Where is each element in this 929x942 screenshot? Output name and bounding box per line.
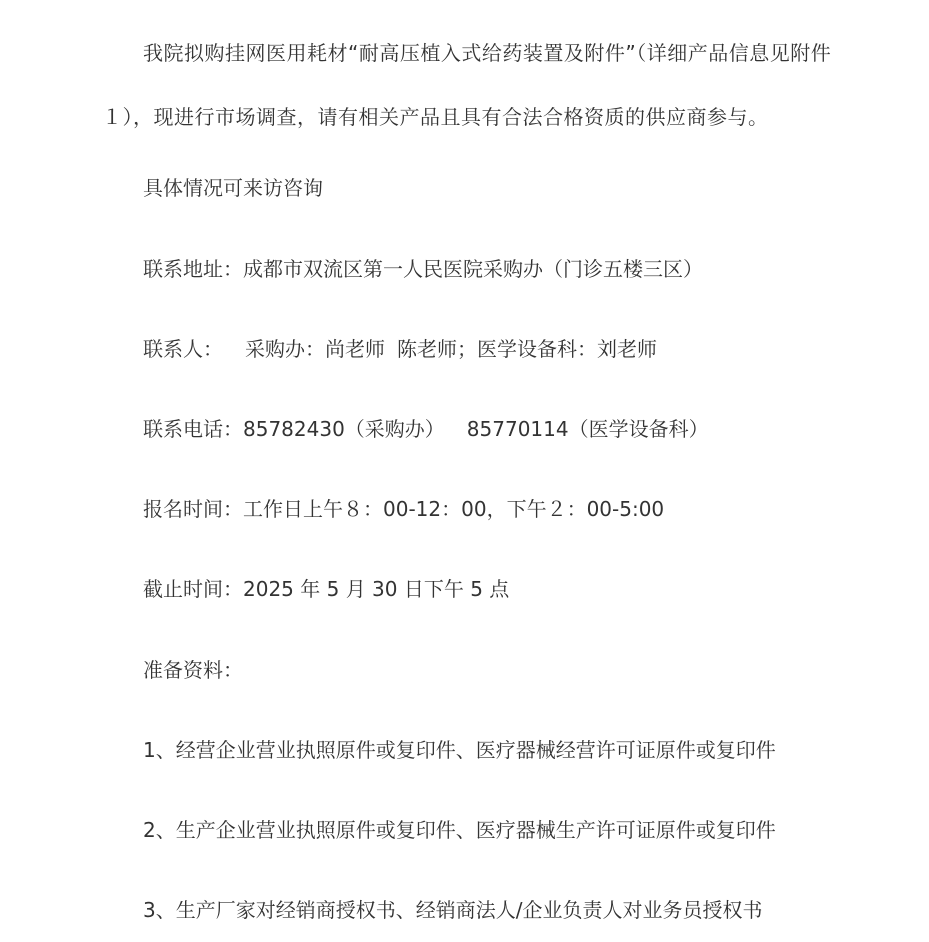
materials-heading: 准备资料： [143,658,243,682]
deadline: 截止时间：2025 年 5 月 30 日下午 5 点 [143,577,510,601]
contact-address: 联系地址：成都市双流区第一人民医院采购办（门诊五楼三区） [143,257,703,281]
consult-line: 具体情况可来访咨询 [143,176,323,200]
contact-phone-purchase: 联系电话：85782430（采购办） [143,417,445,441]
registration-time: 报名时间：工作日上午８：00-12：00，下午２：00-5:00 [143,497,665,521]
intro-paragraph: 我院拟购挂网医用耗材“耐高压植入式给药装置及附件”（详细产品信息见附件１），现进行市场调查，请有相关产品且具有合法合格资质的供应商参与。 [102,41,832,129]
materials-item: 1、经营企业营业执照原件或复印件、医疗器械经营许可证原件或复印件 [143,738,776,762]
contact-person [102,317,842,381]
contact-phone [102,397,842,461]
contact-person-purchase: 采购办：尚老师 [245,337,385,361]
materials-item: 3、生产厂家对经销商授权书、经销商法人/企业负责人对业务员授权书 [143,898,763,922]
contact-person-others: 陈老师；医学设备科：刘老师 [397,337,657,361]
materials-item: 2、生产企业营业执照原件或复印件、医疗器械生产许可证原件或复印件 [143,818,776,842]
contact-phone-equipment: 85770114（医学设备科） [466,417,709,441]
contact-person-label: 联系人： [143,337,223,361]
